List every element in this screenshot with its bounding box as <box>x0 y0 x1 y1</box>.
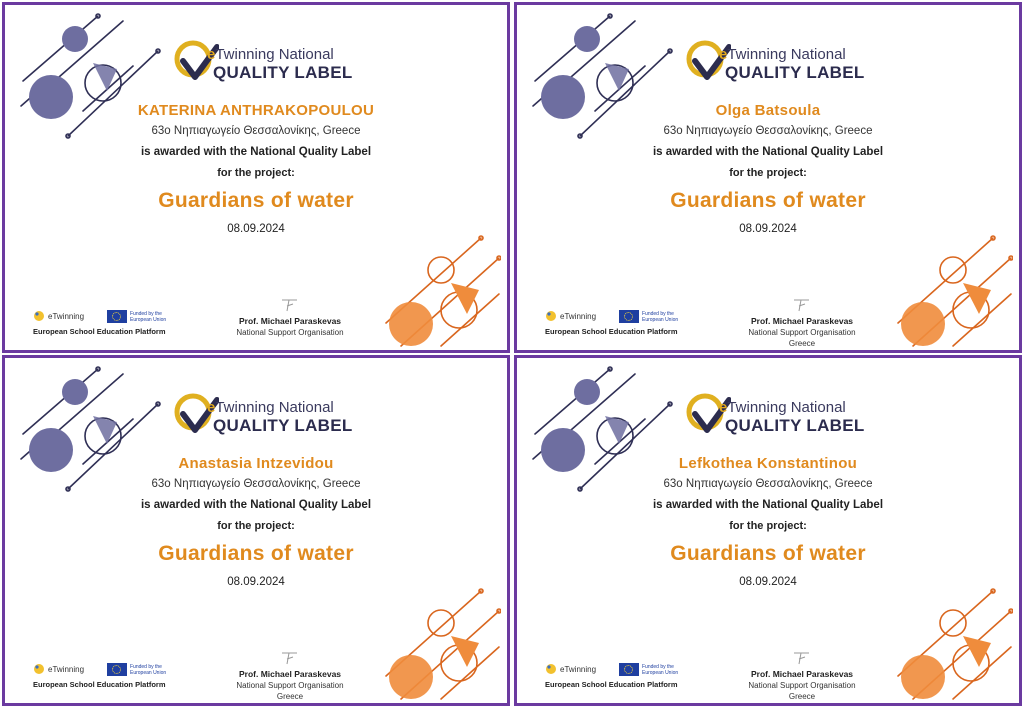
award-statement: is awarded with the National Quality Label <box>652 146 884 158</box>
recipient-name: Lefkothea Konstantinou <box>678 455 858 472</box>
certificate-1 <box>2 2 510 353</box>
platform-name: European School Education Platform <box>33 680 166 689</box>
recipient-name: Olga Batsoula <box>715 102 821 119</box>
signatory-country: Greece <box>788 339 816 348</box>
quality-label-logo <box>685 37 875 87</box>
etwinning-text: eTwinning <box>48 311 85 321</box>
footer-logos <box>33 663 183 689</box>
recipient-name: KATERINA ANTHRAKOPOULOU <box>137 102 375 119</box>
signature-mark <box>791 650 813 666</box>
signatory-org: National Support Organisation <box>236 328 344 337</box>
eu-funded-text: Funded by the European Union <box>130 310 167 323</box>
project-title: Guardians of water <box>670 542 866 565</box>
signatory-org: National Support Organisation <box>748 328 856 337</box>
eu-funded-logo <box>619 663 682 676</box>
platform-name: European School Education Platform <box>545 327 678 336</box>
award-statement: is awarded with the National Quality Label <box>652 499 884 511</box>
school-name: 63ο Νηπιαγωγείο Θεσσαλονίκης, Greece <box>151 478 361 490</box>
for-project-label: for the project: <box>217 167 295 179</box>
eu-funded-text: Funded by the European Union <box>130 663 167 676</box>
decorative-orange-graphic <box>893 581 1013 701</box>
etwinning-text: eTwinning <box>48 664 85 674</box>
etwinning-text: eTwinning <box>560 664 597 674</box>
decorative-purple-graphic <box>525 364 675 494</box>
eu-flag-icon <box>107 663 127 676</box>
for-project-label: for the project: <box>729 167 807 179</box>
eu-flag-icon <box>619 310 639 323</box>
footer-logos <box>545 310 695 336</box>
eu-funded-logo <box>619 310 682 323</box>
school-name: 63ο Νηπιαγωγείο Θεσσαλονίκης, Greece <box>663 478 873 490</box>
decorative-purple-graphic <box>525 11 675 141</box>
signatory-block <box>722 297 882 348</box>
signatory-block <box>210 297 370 339</box>
logo-line1: eTwinning National <box>207 46 334 63</box>
logo-line2: QUALITY LABEL <box>725 63 865 82</box>
logo-line2: QUALITY LABEL <box>213 63 353 82</box>
certificate-2 <box>514 2 1022 353</box>
certificate-3 <box>2 355 510 706</box>
quality-label-logo <box>173 390 363 440</box>
footer-logos <box>545 663 695 689</box>
quality-label-logo <box>685 390 875 440</box>
signatory-block <box>210 650 370 701</box>
etwinning-text: eTwinning <box>560 311 597 321</box>
signatory-org: National Support Organisation <box>236 681 344 690</box>
signatory-name: Prof. Michael Paraskevas <box>750 316 854 326</box>
eu-funded-logo <box>107 663 170 676</box>
decorative-orange-graphic <box>381 228 501 348</box>
decorative-purple-graphic <box>13 364 163 494</box>
decorative-orange-graphic <box>381 581 501 701</box>
eu-flag-icon <box>107 310 127 323</box>
etwinning-star-icon <box>33 310 45 322</box>
signatory-country: Greece <box>788 692 816 701</box>
etwinning-star-icon <box>33 663 45 675</box>
eu-funded-logo <box>107 310 170 323</box>
logo-line1: eTwinning National <box>719 399 846 416</box>
logo-line1: eTwinning National <box>719 46 846 63</box>
project-title: Guardians of water <box>158 542 354 565</box>
award-date: 08.09.2024 <box>739 576 797 588</box>
logo-line2: QUALITY LABEL <box>213 416 353 435</box>
project-title: Guardians of water <box>158 189 354 212</box>
signatory-name: Prof. Michael Paraskevas <box>238 669 342 679</box>
award-date: 08.09.2024 <box>227 576 285 588</box>
for-project-label: for the project: <box>217 520 295 532</box>
award-statement: is awarded with the National Quality Label <box>140 499 372 511</box>
recipient-name: Anastasia Intzevidou <box>178 455 334 472</box>
eu-funded-text: Funded by the European Union <box>642 663 679 676</box>
etwinning-star-icon <box>545 663 557 675</box>
signatory-name: Prof. Michael Paraskevas <box>750 669 854 679</box>
logo-line1: eTwinning National <box>207 399 334 416</box>
logo-line2: QUALITY LABEL <box>725 416 865 435</box>
platform-name: European School Education Platform <box>33 327 166 336</box>
quality-label-logo <box>173 37 363 87</box>
signature-mark <box>279 297 301 313</box>
signatory-country: Greece <box>276 692 304 701</box>
school-name: 63ο Νηπιαγωγείο Θεσσαλονίκης, Greece <box>663 125 873 137</box>
school-name: 63ο Νηπιαγωγείο Θεσσαλονίκης, Greece <box>151 125 361 137</box>
eu-flag-icon <box>619 663 639 676</box>
certificate-4 <box>514 355 1022 706</box>
eu-funded-text: Funded by the European Union <box>642 310 679 323</box>
for-project-label: for the project: <box>729 520 807 532</box>
award-date: 08.09.2024 <box>739 223 797 235</box>
footer-logos <box>33 310 183 336</box>
platform-name: European School Education Platform <box>545 680 678 689</box>
etwinning-star-icon <box>545 310 557 322</box>
signature-mark <box>791 297 813 313</box>
signatory-org: National Support Organisation <box>748 681 856 690</box>
signatory-block <box>722 650 882 701</box>
decorative-purple-graphic <box>13 11 163 141</box>
project-title: Guardians of water <box>670 189 866 212</box>
award-statement: is awarded with the National Quality Label <box>140 146 372 158</box>
signatory-name: Prof. Michael Paraskevas <box>238 316 342 326</box>
signature-mark <box>279 650 301 666</box>
decorative-orange-graphic <box>893 228 1013 348</box>
award-date: 08.09.2024 <box>227 223 285 235</box>
